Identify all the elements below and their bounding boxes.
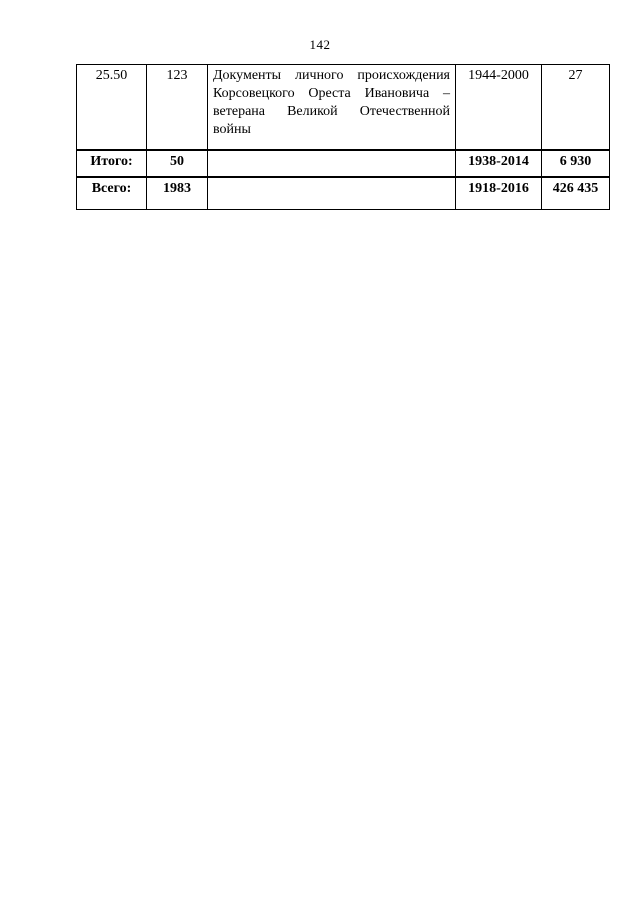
row-years-cell: 1944-2000: [456, 65, 542, 151]
row-items-cell: 27: [542, 65, 610, 151]
grand-total-count-cell: 1983: [147, 177, 208, 210]
archive-table: [76, 64, 610, 210]
grand-total-row: [77, 177, 610, 210]
total-row: [77, 150, 610, 177]
total-label-cell: Итого:: [77, 150, 147, 177]
grand-total-items-cell: 426 435: [542, 177, 610, 210]
table-row: [77, 65, 610, 151]
row-title-cell: Документы личного происхождения Корсовецкого Ореста Ивановича – ветерана Великой Отечественной войны: [208, 65, 456, 151]
grand-total-years-cell: 1918-2016: [456, 177, 542, 210]
total-years-cell: 1938-2014: [456, 150, 542, 177]
grand-total-title-cell: [208, 177, 456, 210]
page-number: 142: [309, 37, 331, 52]
total-items-cell: 6 930: [542, 150, 610, 177]
row-count-cell: 123: [147, 65, 208, 151]
row-index-cell: 25.50: [77, 65, 147, 151]
total-count-cell: 50: [147, 150, 208, 177]
total-title-cell: [208, 150, 456, 177]
grand-total-label-cell: Всего:: [77, 177, 147, 210]
